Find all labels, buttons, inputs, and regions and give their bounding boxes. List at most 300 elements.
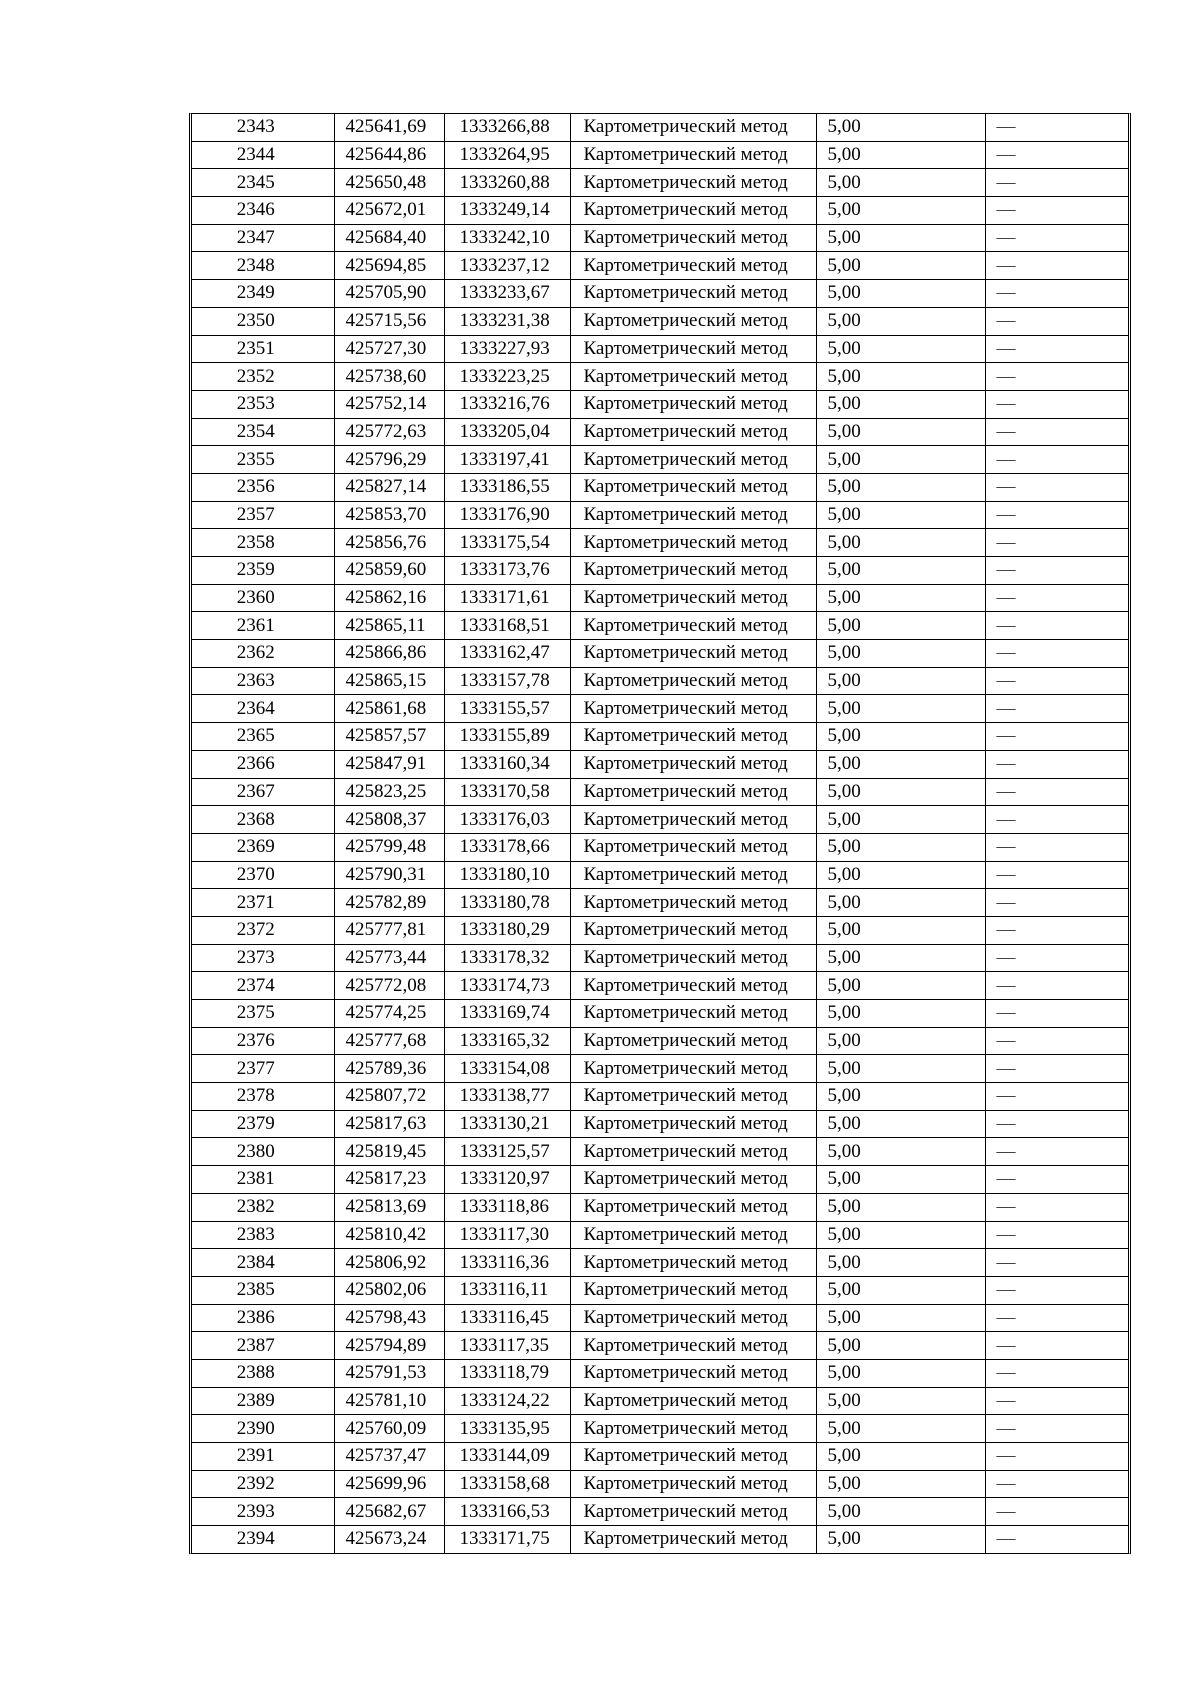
accuracy-cell: 5,00 <box>816 750 985 778</box>
point-number-cell: 2355 <box>192 446 334 474</box>
y-coordinate-cell: 1333176,90 <box>444 501 570 529</box>
table-row <box>192 1387 1128 1415</box>
description-cell: — <box>985 197 1128 225</box>
description-cell: — <box>985 1000 1128 1028</box>
x-coordinate-cell: 425752,14 <box>334 390 444 418</box>
x-coordinate-cell: 425798,43 <box>334 1304 444 1332</box>
description-cell: — <box>985 335 1128 363</box>
method-cell: Картометрический метод <box>570 1470 816 1498</box>
method-cell: Картометрический метод <box>570 1000 816 1028</box>
accuracy-cell: 5,00 <box>816 557 985 585</box>
method-cell: Картометрический метод <box>570 833 816 861</box>
x-coordinate-cell: 425817,63 <box>334 1110 444 1138</box>
x-coordinate-cell: 425806,92 <box>334 1249 444 1277</box>
method-cell: Картометрический метод <box>570 1304 816 1332</box>
point-number-cell: 2349 <box>192 280 334 308</box>
point-number-cell: 2362 <box>192 640 334 668</box>
y-coordinate-cell: 1333125,57 <box>444 1138 570 1166</box>
point-number-cell: 2360 <box>192 584 334 612</box>
table-row <box>192 307 1128 335</box>
accuracy-cell: 5,00 <box>816 529 985 557</box>
accuracy-cell: 5,00 <box>816 390 985 418</box>
description-cell: — <box>985 307 1128 335</box>
method-cell: Картометрический метод <box>570 806 816 834</box>
accuracy-cell: 5,00 <box>816 695 985 723</box>
description-cell: — <box>985 833 1128 861</box>
accuracy-cell: 5,00 <box>816 833 985 861</box>
x-coordinate-cell: 425705,90 <box>334 280 444 308</box>
accuracy-cell: 5,00 <box>816 1498 985 1526</box>
description-cell: — <box>985 916 1128 944</box>
accuracy-cell: 5,00 <box>816 335 985 363</box>
table-row <box>192 418 1128 446</box>
method-cell: Картометрический метод <box>570 1027 816 1055</box>
y-coordinate-cell: 1333166,53 <box>444 1498 570 1526</box>
accuracy-cell: 5,00 <box>816 1304 985 1332</box>
x-coordinate-cell: 425856,76 <box>334 529 444 557</box>
description-cell: — <box>985 806 1128 834</box>
accuracy-cell: 5,00 <box>816 141 985 169</box>
x-coordinate-cell: 425807,72 <box>334 1083 444 1111</box>
x-coordinate-cell: 425673,24 <box>334 1526 444 1553</box>
method-cell: Картометрический метод <box>570 1359 816 1387</box>
table-row <box>192 778 1128 806</box>
description-cell: — <box>985 612 1128 640</box>
method-cell: Картометрический метод <box>570 667 816 695</box>
point-number-cell: 2394 <box>192 1526 334 1553</box>
description-cell: — <box>985 1166 1128 1194</box>
table-row <box>192 640 1128 668</box>
y-coordinate-cell: 1333242,10 <box>444 224 570 252</box>
method-cell: Картометрический метод <box>570 1526 816 1553</box>
method-cell: Картометрический метод <box>570 197 816 225</box>
description-cell: — <box>985 114 1128 141</box>
table-row <box>192 695 1128 723</box>
point-number-cell: 2348 <box>192 252 334 280</box>
method-cell: Картометрический метод <box>570 778 816 806</box>
method-cell: Картометрический метод <box>570 750 816 778</box>
method-cell: Картометрический метод <box>570 473 816 501</box>
accuracy-cell: 5,00 <box>816 473 985 501</box>
point-number-cell: 2343 <box>192 114 334 141</box>
y-coordinate-cell: 1333138,77 <box>444 1083 570 1111</box>
y-coordinate-cell: 1333216,76 <box>444 390 570 418</box>
point-number-cell: 2388 <box>192 1359 334 1387</box>
y-coordinate-cell: 1333266,88 <box>444 114 570 141</box>
x-coordinate-cell: 425796,29 <box>334 446 444 474</box>
method-cell: Картометрический метод <box>570 363 816 391</box>
accuracy-cell: 5,00 <box>816 1221 985 1249</box>
accuracy-cell: 5,00 <box>816 1027 985 1055</box>
y-coordinate-cell: 1333178,66 <box>444 833 570 861</box>
x-coordinate-cell: 425789,36 <box>334 1055 444 1083</box>
description-cell: — <box>985 1083 1128 1111</box>
table-row <box>192 280 1128 308</box>
description-cell: — <box>985 418 1128 446</box>
description-cell: — <box>985 944 1128 972</box>
table-row <box>192 1332 1128 1360</box>
x-coordinate-cell: 425817,23 <box>334 1166 444 1194</box>
x-coordinate-cell: 425799,48 <box>334 833 444 861</box>
description-cell: — <box>985 141 1128 169</box>
table-row <box>192 1304 1128 1332</box>
point-number-cell: 2366 <box>192 750 334 778</box>
description-cell: — <box>985 224 1128 252</box>
x-coordinate-cell: 425774,25 <box>334 1000 444 1028</box>
point-number-cell: 2351 <box>192 335 334 363</box>
x-coordinate-cell: 425810,42 <box>334 1221 444 1249</box>
accuracy-cell: 5,00 <box>816 778 985 806</box>
x-coordinate-cell: 425777,81 <box>334 916 444 944</box>
description-cell: — <box>985 640 1128 668</box>
method-cell: Картометрический метод <box>570 584 816 612</box>
y-coordinate-cell: 1333124,22 <box>444 1387 570 1415</box>
description-cell: — <box>985 390 1128 418</box>
point-number-cell: 2346 <box>192 197 334 225</box>
x-coordinate-cell: 425772,08 <box>334 972 444 1000</box>
x-coordinate-cell: 425699,96 <box>334 1470 444 1498</box>
table-row <box>192 390 1128 418</box>
x-coordinate-cell: 425777,68 <box>334 1027 444 1055</box>
x-coordinate-cell: 425865,11 <box>334 612 444 640</box>
table-row <box>192 972 1128 1000</box>
accuracy-cell: 5,00 <box>816 1332 985 1360</box>
x-coordinate-cell: 425823,25 <box>334 778 444 806</box>
table-row <box>192 501 1128 529</box>
description-cell: — <box>985 446 1128 474</box>
point-number-cell: 2387 <box>192 1332 334 1360</box>
method-cell: Картометрический метод <box>570 1055 816 1083</box>
x-coordinate-cell: 425857,57 <box>334 723 444 751</box>
accuracy-cell: 5,00 <box>816 1055 985 1083</box>
accuracy-cell: 5,00 <box>816 1526 985 1553</box>
table-row <box>192 1055 1128 1083</box>
y-coordinate-cell: 1333154,08 <box>444 1055 570 1083</box>
y-coordinate-cell: 1333175,54 <box>444 529 570 557</box>
y-coordinate-cell: 1333130,21 <box>444 1110 570 1138</box>
y-coordinate-cell: 1333116,36 <box>444 1249 570 1277</box>
description-cell: — <box>985 861 1128 889</box>
description-cell: — <box>985 169 1128 197</box>
y-coordinate-cell: 1333116,11 <box>444 1276 570 1304</box>
point-number-cell: 2390 <box>192 1415 334 1443</box>
y-coordinate-cell: 1333118,86 <box>444 1193 570 1221</box>
method-cell: Картометрический метод <box>570 114 816 141</box>
point-number-cell: 2379 <box>192 1110 334 1138</box>
table-row <box>192 1249 1128 1277</box>
y-coordinate-cell: 1333144,09 <box>444 1443 570 1471</box>
point-number-cell: 2374 <box>192 972 334 1000</box>
point-number-cell: 2386 <box>192 1304 334 1332</box>
point-number-cell: 2352 <box>192 363 334 391</box>
method-cell: Картометрический метод <box>570 335 816 363</box>
table-row <box>192 584 1128 612</box>
point-number-cell: 2364 <box>192 695 334 723</box>
accuracy-cell: 5,00 <box>816 363 985 391</box>
y-coordinate-cell: 1333197,41 <box>444 446 570 474</box>
x-coordinate-cell: 425727,30 <box>334 335 444 363</box>
y-coordinate-cell: 1333178,32 <box>444 944 570 972</box>
accuracy-cell: 5,00 <box>816 1470 985 1498</box>
method-cell: Картометрический метод <box>570 390 816 418</box>
x-coordinate-cell: 425865,15 <box>334 667 444 695</box>
table-row <box>192 363 1128 391</box>
table-row <box>192 833 1128 861</box>
accuracy-cell: 5,00 <box>816 1110 985 1138</box>
y-coordinate-cell: 1333231,38 <box>444 307 570 335</box>
method-cell: Картометрический метод <box>570 307 816 335</box>
y-coordinate-cell: 1333158,68 <box>444 1470 570 1498</box>
x-coordinate-cell: 425694,85 <box>334 252 444 280</box>
table-row <box>192 1276 1128 1304</box>
accuracy-cell: 5,00 <box>816 197 985 225</box>
table-row <box>192 889 1128 917</box>
x-coordinate-cell: 425859,60 <box>334 557 444 585</box>
method-cell: Картометрический метод <box>570 1138 816 1166</box>
point-number-cell: 2368 <box>192 806 334 834</box>
x-coordinate-cell: 425715,56 <box>334 307 444 335</box>
y-coordinate-cell: 1333171,75 <box>444 1526 570 1553</box>
method-cell: Картометрический метод <box>570 1443 816 1471</box>
method-cell: Картометрический метод <box>570 944 816 972</box>
method-cell: Картометрический метод <box>570 1249 816 1277</box>
description-cell: — <box>985 1276 1128 1304</box>
description-cell: — <box>985 252 1128 280</box>
point-number-cell: 2383 <box>192 1221 334 1249</box>
point-number-cell: 2375 <box>192 1000 334 1028</box>
y-coordinate-cell: 1333170,58 <box>444 778 570 806</box>
method-cell: Картометрический метод <box>570 169 816 197</box>
point-number-cell: 2391 <box>192 1443 334 1471</box>
accuracy-cell: 5,00 <box>816 224 985 252</box>
y-coordinate-cell: 1333169,74 <box>444 1000 570 1028</box>
accuracy-cell: 5,00 <box>816 169 985 197</box>
accuracy-cell: 5,00 <box>816 114 985 141</box>
table-row <box>192 224 1128 252</box>
description-cell: — <box>985 473 1128 501</box>
table-row <box>192 861 1128 889</box>
method-cell: Картометрический метод <box>570 1498 816 1526</box>
x-coordinate-cell: 425862,16 <box>334 584 444 612</box>
accuracy-cell: 5,00 <box>816 972 985 1000</box>
x-coordinate-cell: 425861,68 <box>334 695 444 723</box>
x-coordinate-cell: 425794,89 <box>334 1332 444 1360</box>
accuracy-cell: 5,00 <box>816 584 985 612</box>
method-cell: Картометрический метод <box>570 1415 816 1443</box>
table-row <box>192 1027 1128 1055</box>
accuracy-cell: 5,00 <box>816 861 985 889</box>
y-coordinate-cell: 1333165,32 <box>444 1027 570 1055</box>
accuracy-cell: 5,00 <box>816 1166 985 1194</box>
accuracy-cell: 5,00 <box>816 1193 985 1221</box>
point-number-cell: 2377 <box>192 1055 334 1083</box>
point-number-cell: 2344 <box>192 141 334 169</box>
method-cell: Картометрический метод <box>570 501 816 529</box>
y-coordinate-cell: 1333176,03 <box>444 806 570 834</box>
accuracy-cell: 5,00 <box>816 806 985 834</box>
description-cell: — <box>985 1221 1128 1249</box>
point-number-cell: 2393 <box>192 1498 334 1526</box>
accuracy-cell: 5,00 <box>816 1359 985 1387</box>
point-number-cell: 2359 <box>192 557 334 585</box>
table-row <box>192 197 1128 225</box>
method-cell: Картометрический метод <box>570 1221 816 1249</box>
y-coordinate-cell: 1333118,79 <box>444 1359 570 1387</box>
description-cell: — <box>985 667 1128 695</box>
accuracy-cell: 5,00 <box>816 280 985 308</box>
table-row <box>192 1000 1128 1028</box>
description-cell: — <box>985 1359 1128 1387</box>
y-coordinate-cell: 1333180,78 <box>444 889 570 917</box>
y-coordinate-cell: 1333117,30 <box>444 1221 570 1249</box>
description-cell: — <box>985 778 1128 806</box>
x-coordinate-cell: 425808,37 <box>334 806 444 834</box>
description-cell: — <box>985 1110 1128 1138</box>
table-row <box>192 667 1128 695</box>
x-coordinate-cell: 425819,45 <box>334 1138 444 1166</box>
x-coordinate-cell: 425760,09 <box>334 1415 444 1443</box>
table-row <box>192 557 1128 585</box>
description-cell: — <box>985 584 1128 612</box>
y-coordinate-cell: 1333155,57 <box>444 695 570 723</box>
x-coordinate-cell: 425847,91 <box>334 750 444 778</box>
table-row <box>192 169 1128 197</box>
y-coordinate-cell: 1333227,93 <box>444 335 570 363</box>
accuracy-cell: 5,00 <box>816 1000 985 1028</box>
accuracy-cell: 5,00 <box>816 723 985 751</box>
x-coordinate-cell: 425791,53 <box>334 1359 444 1387</box>
y-coordinate-cell: 1333171,61 <box>444 584 570 612</box>
y-coordinate-cell: 1333116,45 <box>444 1304 570 1332</box>
method-cell: Картометрический метод <box>570 557 816 585</box>
x-coordinate-cell: 425802,06 <box>334 1276 444 1304</box>
table-row <box>192 1415 1128 1443</box>
accuracy-cell: 5,00 <box>816 501 985 529</box>
x-coordinate-cell: 425672,01 <box>334 197 444 225</box>
y-coordinate-cell: 1333260,88 <box>444 169 570 197</box>
accuracy-cell: 5,00 <box>816 944 985 972</box>
x-coordinate-cell: 425684,40 <box>334 224 444 252</box>
accuracy-cell: 5,00 <box>816 667 985 695</box>
method-cell: Картометрический метод <box>570 1193 816 1221</box>
description-cell: — <box>985 280 1128 308</box>
accuracy-cell: 5,00 <box>816 640 985 668</box>
accuracy-cell: 5,00 <box>816 252 985 280</box>
y-coordinate-cell: 1333186,55 <box>444 473 570 501</box>
accuracy-cell: 5,00 <box>816 612 985 640</box>
point-number-cell: 2370 <box>192 861 334 889</box>
x-coordinate-cell: 425853,70 <box>334 501 444 529</box>
point-number-cell: 2353 <box>192 390 334 418</box>
point-number-cell: 2347 <box>192 224 334 252</box>
x-coordinate-cell: 425738,60 <box>334 363 444 391</box>
method-cell: Картометрический метод <box>570 916 816 944</box>
description-cell: — <box>985 1332 1128 1360</box>
table-row <box>192 252 1128 280</box>
y-coordinate-cell: 1333117,35 <box>444 1332 570 1360</box>
y-coordinate-cell: 1333174,73 <box>444 972 570 1000</box>
point-number-cell: 2367 <box>192 778 334 806</box>
table-row <box>192 806 1128 834</box>
description-cell: — <box>985 695 1128 723</box>
point-number-cell: 2369 <box>192 833 334 861</box>
point-number-cell: 2392 <box>192 1470 334 1498</box>
method-cell: Картометрический метод <box>570 695 816 723</box>
method-cell: Картометрический метод <box>570 529 816 557</box>
method-cell: Картометрический метод <box>570 723 816 751</box>
description-cell: — <box>985 1138 1128 1166</box>
accuracy-cell: 5,00 <box>816 1276 985 1304</box>
point-number-cell: 2372 <box>192 916 334 944</box>
y-coordinate-cell: 1333135,95 <box>444 1415 570 1443</box>
y-coordinate-cell: 1333162,47 <box>444 640 570 668</box>
description-cell: — <box>985 1443 1128 1471</box>
x-coordinate-cell: 425813,69 <box>334 1193 444 1221</box>
description-cell: — <box>985 1249 1128 1277</box>
x-coordinate-cell: 425790,31 <box>334 861 444 889</box>
y-coordinate-cell: 1333157,78 <box>444 667 570 695</box>
method-cell: Картометрический метод <box>570 1276 816 1304</box>
point-number-cell: 2371 <box>192 889 334 917</box>
point-number-cell: 2354 <box>192 418 334 446</box>
point-number-cell: 2345 <box>192 169 334 197</box>
x-coordinate-cell: 425650,48 <box>334 169 444 197</box>
x-coordinate-cell: 425772,63 <box>334 418 444 446</box>
method-cell: Картометрический метод <box>570 446 816 474</box>
table-row <box>192 473 1128 501</box>
accuracy-cell: 5,00 <box>816 446 985 474</box>
description-cell: — <box>985 889 1128 917</box>
point-number-cell: 2357 <box>192 501 334 529</box>
x-coordinate-cell: 425737,47 <box>334 1443 444 1471</box>
table-row <box>192 750 1128 778</box>
point-number-cell: 2385 <box>192 1276 334 1304</box>
method-cell: Картометрический метод <box>570 612 816 640</box>
accuracy-cell: 5,00 <box>816 889 985 917</box>
y-coordinate-cell: 1333173,76 <box>444 557 570 585</box>
accuracy-cell: 5,00 <box>816 1249 985 1277</box>
description-cell: — <box>985 723 1128 751</box>
point-number-cell: 2378 <box>192 1083 334 1111</box>
description-cell: — <box>985 501 1128 529</box>
method-cell: Картометрический метод <box>570 1332 816 1360</box>
accuracy-cell: 5,00 <box>816 418 985 446</box>
table-row <box>192 944 1128 972</box>
accuracy-cell: 5,00 <box>816 916 985 944</box>
table-row <box>192 1498 1128 1526</box>
table-row <box>192 1470 1128 1498</box>
table-row <box>192 1443 1128 1471</box>
coordinates-table <box>192 114 1128 1553</box>
x-coordinate-cell: 425782,89 <box>334 889 444 917</box>
table-row <box>192 1221 1128 1249</box>
table-row <box>192 1166 1128 1194</box>
method-cell: Картометрический метод <box>570 861 816 889</box>
point-number-cell: 2381 <box>192 1166 334 1194</box>
method-cell: Картометрический метод <box>570 972 816 1000</box>
y-coordinate-cell: 1333237,12 <box>444 252 570 280</box>
y-coordinate-cell: 1333264,95 <box>444 141 570 169</box>
method-cell: Картометрический метод <box>570 1166 816 1194</box>
description-cell: — <box>985 1193 1128 1221</box>
table-row <box>192 1110 1128 1138</box>
accuracy-cell: 5,00 <box>816 1443 985 1471</box>
description-cell: — <box>985 363 1128 391</box>
description-cell: — <box>985 1027 1128 1055</box>
x-coordinate-cell: 425866,86 <box>334 640 444 668</box>
method-cell: Картометрический метод <box>570 1110 816 1138</box>
description-cell: — <box>985 1498 1128 1526</box>
